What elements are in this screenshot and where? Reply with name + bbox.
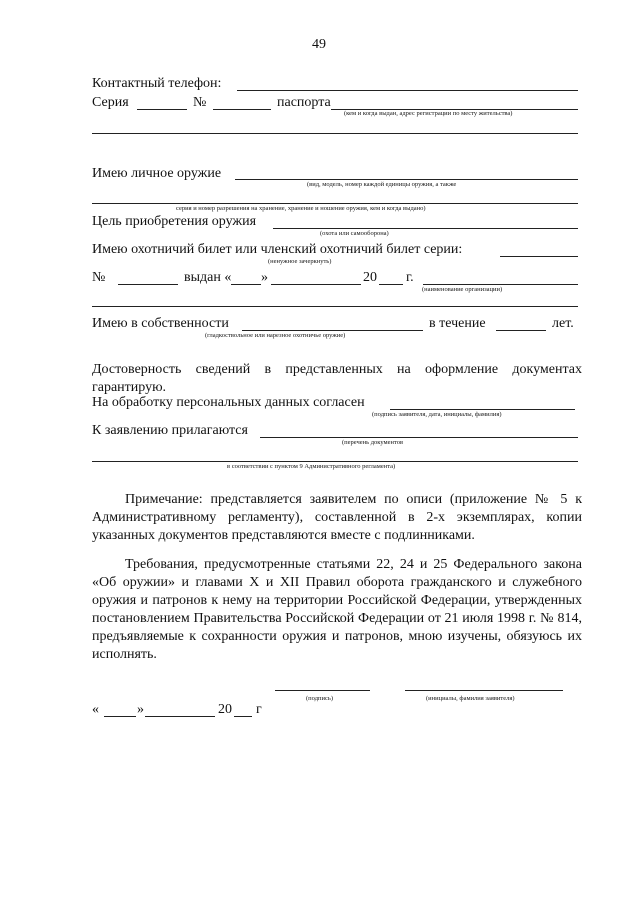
consent-hint: (подпись заявителя, дата, инициалы, фамилия) <box>372 411 502 418</box>
date-close-quote: » <box>137 702 144 717</box>
ownership-label: Имею в собственности <box>92 316 229 331</box>
weapon-hint-2: серия и номер разрешения на хранение, хранение и ношение оружия, кем и когда выдано) <box>176 205 426 212</box>
weapon-hint-1: (вид, модель, номер каждой единицы оружия, а также <box>307 181 457 188</box>
passport-series-field[interactable] <box>137 109 187 110</box>
hunting-year-field[interactable] <box>379 284 403 285</box>
hunting-number-field[interactable] <box>118 284 178 285</box>
hunting-quote-close: » <box>261 270 268 285</box>
date-month-field[interactable] <box>145 716 215 717</box>
attach-hint-2: в соответствии с пунктом 9 Административного регламента) <box>227 463 396 470</box>
contact-phone-field[interactable] <box>237 90 578 91</box>
attach-field-2[interactable] <box>92 461 578 462</box>
attach-field[interactable] <box>260 437 578 438</box>
hunting-org-field-2[interactable] <box>92 306 578 307</box>
hunting-hint: (ненужное зачеркнуть) <box>268 258 332 265</box>
passport-hint: (кем и когда выдан, адрес регистрации по месту жительства) <box>344 110 513 117</box>
attach-label: К заявлению прилагаются <box>92 423 248 438</box>
name-hint: (инициалы, фамилия заявителя) <box>426 695 515 702</box>
ownership-hint: (гладкоствольное или нарезное охотничье оружие) <box>205 332 346 339</box>
date-year-suffix: г <box>256 702 262 717</box>
consent-signature-field[interactable] <box>390 409 575 410</box>
name-field[interactable] <box>405 690 563 691</box>
passport-number-label: № <box>193 95 207 110</box>
hunting-year-label: 20 <box>363 270 377 285</box>
passport-series-label: Серия <box>92 95 129 110</box>
weapon-label: Имею личное оружие <box>92 166 222 181</box>
date-year-label: 20 <box>218 702 232 717</box>
page-number: 49 <box>312 37 326 52</box>
date-open-quote: « <box>92 702 99 717</box>
date-day-field[interactable] <box>104 716 136 717</box>
hunting-year-suffix: г. <box>406 270 414 285</box>
hunting-month-field[interactable] <box>271 284 361 285</box>
hunting-day-field[interactable] <box>231 284 261 285</box>
ownership-field[interactable] <box>242 330 423 331</box>
hunting-org-hint: (наименование организации) <box>422 286 503 293</box>
signature-field[interactable] <box>275 690 370 691</box>
hunting-number-label: № <box>92 270 106 285</box>
consent-label: На обработку персональных данных согласен <box>92 395 365 410</box>
date-year-field[interactable] <box>234 716 252 717</box>
hunting-org-field[interactable] <box>423 284 578 285</box>
purpose-field[interactable] <box>273 228 578 229</box>
ownership-years-label: лет. <box>552 316 574 331</box>
contact-phone-label: Контактный телефон: <box>92 76 222 91</box>
ownership-during-label: в течение <box>429 316 486 331</box>
requirements-text: Требования, предусмотренные статьями 22, 24 и 25 Федерального закона «Об оружии» и главами X и XII Правил оборота гражданского и служебного оружия и патронов к нему на территории Российской Федерации, утвержденных постановлением Правительства Российской Федерации от 21 июля 1998 г. № 814, предъявляемые к сохранности оружия и патронов, мною изучены, обязуюсь их исполнять. <box>92 557 582 662</box>
hunting-issued-label: выдан « <box>184 270 232 285</box>
passport-label: паспорта <box>277 95 331 110</box>
hunting-label: Имею охотничий билет или членский охотничий билет серии: <box>92 242 463 257</box>
weapon-field-2[interactable] <box>92 203 578 204</box>
ownership-years-field[interactable] <box>496 330 546 331</box>
purpose-label: Цель приобретения оружия <box>92 214 257 229</box>
weapon-field[interactable] <box>235 179 578 180</box>
attach-hint-1: (перечень документов <box>342 439 404 446</box>
note-text: Примечание: представляется заявителем по описи (приложение № 5 к Административному регламенту), составленной в 2-х экземплярах, копии указанных документов представляются вместе с подлинниками. <box>92 492 582 543</box>
passport-address-field[interactable] <box>92 133 578 134</box>
signature-hint: (подпись) <box>306 695 333 702</box>
passport-number-field[interactable] <box>213 109 271 110</box>
guarantee-text: Достоверность сведений в представленных на оформление документах гарантирую. <box>92 362 582 395</box>
hunting-series-field[interactable] <box>500 256 578 257</box>
purpose-hint: (охота или самооборона) <box>320 230 389 237</box>
